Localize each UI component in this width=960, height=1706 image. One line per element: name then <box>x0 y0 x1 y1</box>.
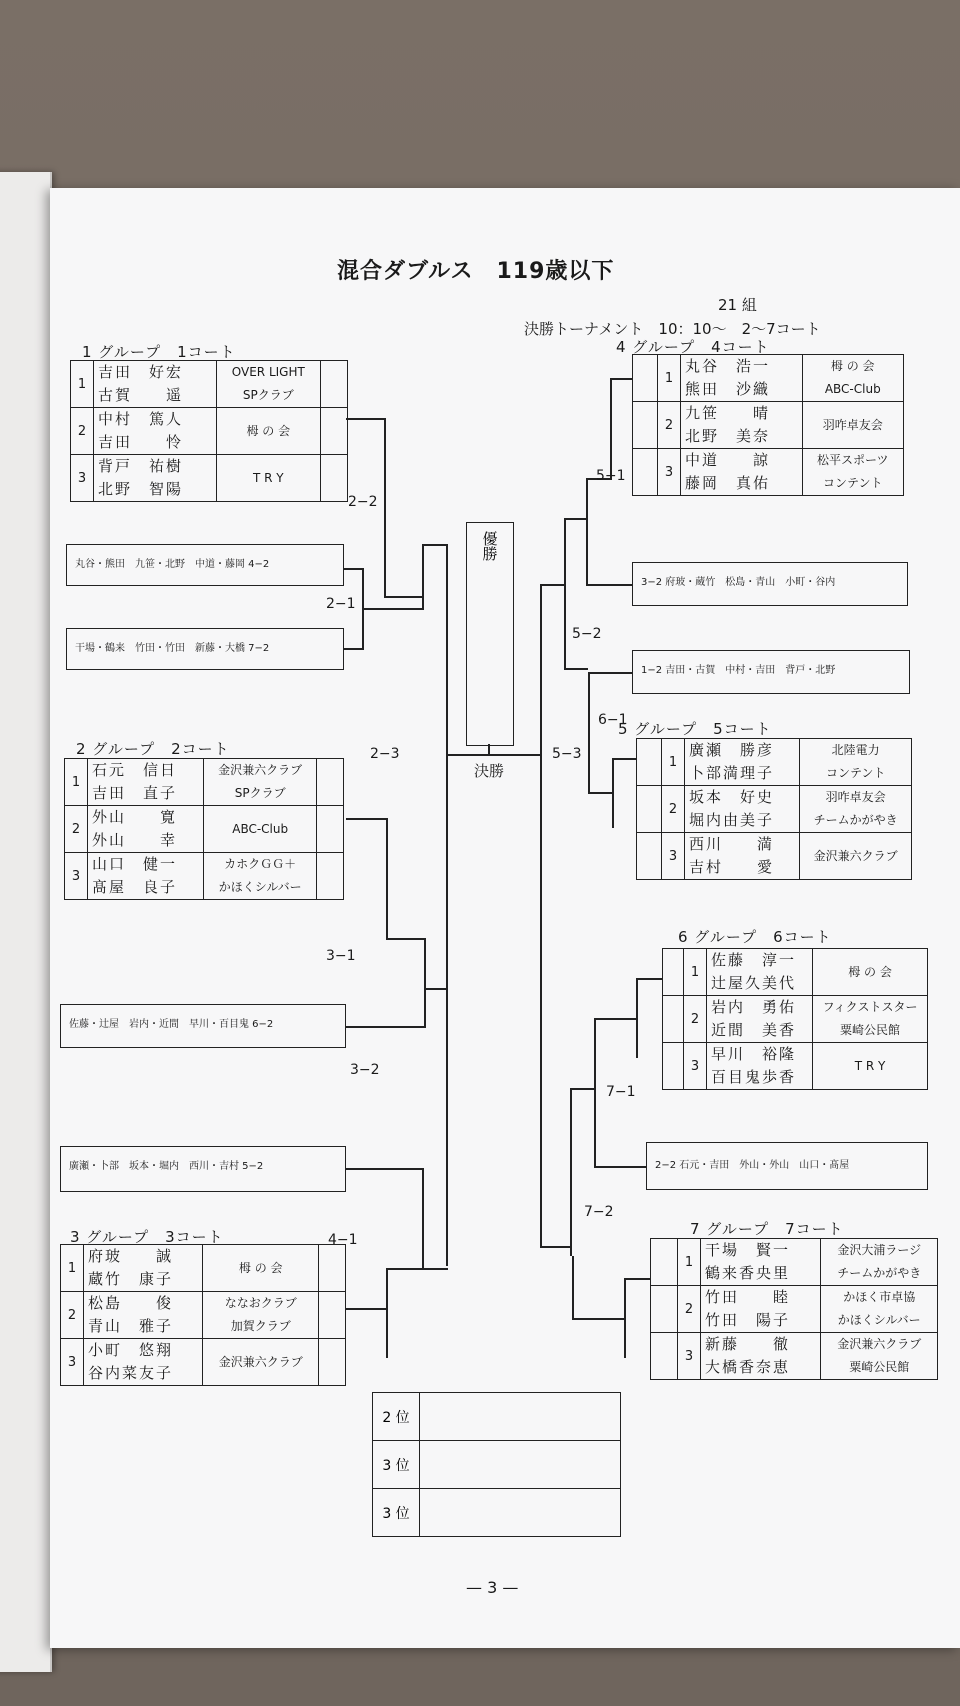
seed-number: 2 <box>662 786 685 833</box>
player-name: 北野 智陽 <box>98 480 184 498</box>
table-row <box>633 449 904 496</box>
club-name: 栂 の 会 <box>848 964 892 979</box>
winner-box <box>466 522 514 746</box>
seed-number: 2 <box>684 996 707 1043</box>
group-7-label: 7 グループ 7コート <box>690 1220 844 1238</box>
rank-value <box>420 1441 621 1489</box>
table-row <box>61 1292 346 1339</box>
table-row <box>373 1489 621 1537</box>
club-name: かほくシルバー <box>218 880 302 894</box>
table-row <box>633 355 904 402</box>
club-name: OVER LIGHT <box>231 365 305 379</box>
table-row <box>373 1393 621 1441</box>
rank-label: 3 位 <box>373 1441 420 1489</box>
player-name: 古賀 遥 <box>98 386 184 404</box>
group-4-table <box>632 354 904 496</box>
seed-number: 2 <box>71 408 94 455</box>
group-7-table <box>650 1238 938 1380</box>
seed-number: 3 <box>61 1339 84 1386</box>
seed-number: 3 <box>678 1333 701 1380</box>
table-row <box>637 739 912 786</box>
club-name: 栂 の 会 <box>238 1260 283 1275</box>
player-name: 藤岡 真佑 <box>685 474 771 492</box>
ref-pair-box: 廣瀬・卜部 坂本・堀内 西川・吉村 5−2 <box>60 1146 346 1192</box>
group-2-label: 2 グループ 2コート <box>76 740 230 758</box>
player-name: 岩内 勇佑 <box>711 998 797 1016</box>
club-name: チームかがやき <box>813 813 898 827</box>
player-name: 松島 俊 <box>88 1294 174 1312</box>
seed-number: 3 <box>684 1043 707 1090</box>
player-name: 堀内由美子 <box>689 811 775 829</box>
round-label: 2−3 <box>370 746 400 762</box>
table-row <box>663 1043 928 1090</box>
seed-number: 2 <box>678 1286 701 1333</box>
seed-number: 3 <box>65 853 88 900</box>
seed-number: 1 <box>684 949 707 996</box>
round-label: 2−2 <box>348 494 378 510</box>
ref-pair-box: 3−2 府玻・蔵竹 松島・青山 小町・谷内 <box>632 562 908 606</box>
table-row <box>663 949 928 996</box>
group-5-table <box>636 738 912 880</box>
player-name: 百目鬼歩香 <box>711 1068 797 1086</box>
group-6-table <box>662 948 928 1090</box>
player-name: 干場 賢一 <box>705 1241 791 1259</box>
player-name: 新藤 徹 <box>705 1335 791 1353</box>
seed-number: 1 <box>662 739 685 786</box>
player-name: 佐藤 淳一 <box>711 951 797 969</box>
group-1-table <box>70 360 348 502</box>
player-name: 辻屋久美代 <box>711 974 797 992</box>
table-row <box>637 786 912 833</box>
table-row <box>65 806 344 853</box>
player-name: 九笹 晴 <box>685 404 771 422</box>
seed-number: 1 <box>658 355 681 402</box>
club-name: 松平スポーツ <box>816 453 889 467</box>
seed-number: 1 <box>65 759 88 806</box>
club-name: SPクラブ <box>242 388 294 402</box>
round-label: 6−1 <box>598 712 628 728</box>
club-name: 金沢兼六クラブ <box>813 848 898 863</box>
table-row <box>61 1339 346 1386</box>
adjacent-page-edge <box>0 172 52 1672</box>
table-row <box>633 402 904 449</box>
player-name: 山口 健一 <box>92 855 178 873</box>
player-name: 廣瀬 勝彦 <box>689 741 775 759</box>
club-name: カホクＧＧ＋ <box>224 857 297 871</box>
player-name: 青山 雅子 <box>88 1317 174 1335</box>
club-name: 金沢兼六クラブ <box>218 763 303 777</box>
table-row <box>373 1441 621 1489</box>
bracket-sheet <box>50 188 960 1648</box>
player-name: 熊田 沙織 <box>685 380 771 398</box>
player-name: 背戸 祐樹 <box>98 457 184 475</box>
player-name: 吉田 直子 <box>92 784 178 802</box>
player-name: 近間 美香 <box>711 1021 797 1039</box>
club-name: T R Y <box>252 470 284 485</box>
club-name: チームかがやき <box>837 1266 922 1280</box>
club-name: コンテント <box>823 476 883 490</box>
club-name: T R Y <box>854 1058 886 1073</box>
club-name: 栂 の 会 <box>246 423 291 438</box>
round-label: 5−2 <box>572 626 602 642</box>
player-name: 丸谷 浩一 <box>685 357 771 375</box>
club-name: 粟崎公民館 <box>840 1023 901 1037</box>
table-row <box>71 361 348 408</box>
winner-label: 優勝 <box>480 531 499 561</box>
club-name: 加賀クラブ <box>230 1319 291 1333</box>
ref-pair-box: 佐藤・辻屋 岩内・近間 早川・百目鬼 6−2 <box>60 1004 346 1048</box>
group-number: 21 組 <box>718 296 757 314</box>
table-row <box>651 1286 938 1333</box>
club-name: 金沢兼六クラブ <box>218 1354 303 1369</box>
player-name: 外山 幸 <box>92 831 178 849</box>
club-name: ABC-Club <box>824 382 881 396</box>
winner-connector <box>488 744 490 756</box>
rank-label: 3 位 <box>373 1489 420 1537</box>
player-name: 坂本 好史 <box>689 788 775 806</box>
rank-value <box>420 1393 621 1441</box>
ref-pair-box: 干場・鶴来 竹田・竹田 新藤・大橋 7−2 <box>66 628 344 670</box>
group-6-label: 6 グループ 6コート <box>678 928 832 946</box>
seed-number: 1 <box>71 361 94 408</box>
table-row <box>61 1245 346 1292</box>
final-label: 決勝 <box>474 762 505 780</box>
rank-label: 2 位 <box>373 1393 420 1441</box>
club-name: コンテント <box>825 766 886 780</box>
table-row <box>65 853 344 900</box>
seed-number: 3 <box>658 449 681 496</box>
group-1-label: 1 グループ 1コート <box>82 343 236 361</box>
club-name: 金沢兼六クラブ <box>837 1337 922 1351</box>
player-name: 外山 寛 <box>92 808 178 826</box>
club-name: かほくシルバー <box>837 1313 921 1327</box>
rank-value <box>420 1489 621 1537</box>
club-name: フィクストスター <box>822 1000 918 1014</box>
player-name: 鶴来香央里 <box>705 1264 791 1282</box>
player-name: 早川 裕隆 <box>711 1045 797 1063</box>
round-label: 3−2 <box>350 1062 380 1078</box>
club-name: 北陸電力 <box>831 743 880 757</box>
player-name: 竹田 陽子 <box>705 1311 791 1329</box>
player-name: 吉田 好宏 <box>98 363 184 381</box>
player-name: 吉村 愛 <box>689 858 775 876</box>
club-name: SPクラブ <box>234 786 286 800</box>
table-row <box>637 833 912 880</box>
table-row <box>71 408 348 455</box>
group-3-label: 3 グループ 3コート <box>70 1228 224 1246</box>
round-label: 7−2 <box>584 1204 614 1220</box>
ref-pair-box: 丸谷・熊田 九笹・北野 中道・藤岡 4−2 <box>66 544 344 586</box>
player-name: 中道 諒 <box>685 451 771 469</box>
club-name: 栂 の 会 <box>830 359 875 373</box>
ranking-table <box>372 1392 621 1537</box>
schedule-text: 決勝トーナメント 10：10～ 2～7コート <box>524 320 821 338</box>
club-name: 粟崎公民館 <box>849 1360 910 1374</box>
player-name: 吉田 怜 <box>98 433 184 451</box>
table-row <box>65 759 344 806</box>
seed-number: 3 <box>662 833 685 880</box>
player-name: 蔵竹 康子 <box>88 1270 174 1288</box>
page-number: — 3 — <box>466 1578 519 1597</box>
seed-number: 2 <box>61 1292 84 1339</box>
player-name: 府玻 誠 <box>88 1247 174 1265</box>
club-name: かほく市卓協 <box>843 1290 916 1304</box>
round-label: 7−1 <box>606 1084 636 1100</box>
player-name: 小町 悠翔 <box>88 1341 174 1359</box>
round-label: 5−1 <box>596 468 626 484</box>
seed-number: 2 <box>658 402 681 449</box>
player-name: 西川 満 <box>689 835 775 853</box>
group-4-label: 4 グループ 4コート <box>616 338 770 356</box>
round-label: 4−1 <box>328 1232 358 1248</box>
club-name: ななおクラブ <box>224 1296 297 1310</box>
table-row <box>663 996 928 1043</box>
player-name: 谷内菜友子 <box>88 1364 174 1382</box>
seed-number: 1 <box>61 1245 84 1292</box>
ref-pair-box: 2−2 石元・吉田 外山・外山 山口・髙屋 <box>646 1142 928 1190</box>
seed-number: 2 <box>65 806 88 853</box>
group-3-table <box>60 1244 346 1386</box>
table-row <box>651 1239 938 1286</box>
round-label: 3−1 <box>326 948 356 964</box>
player-name: 大橋香奈恵 <box>705 1358 791 1376</box>
round-label: 5−3 <box>552 746 582 762</box>
seed-number: 3 <box>71 455 94 502</box>
table-row <box>651 1333 938 1380</box>
club-name: 金沢大浦ラージ <box>837 1243 922 1257</box>
player-name: 竹田 睦 <box>705 1288 791 1306</box>
club-name: 羽咋卓友会 <box>825 790 886 804</box>
player-name: 卜部満理子 <box>689 764 775 782</box>
seed-number: 1 <box>678 1239 701 1286</box>
club-name: ABC-Club <box>232 821 289 836</box>
player-name: 石元 信日 <box>92 761 178 779</box>
group-5-label: 5 グループ 5コート <box>618 720 772 738</box>
group-2-table <box>64 758 344 900</box>
club-name: 羽咋卓友会 <box>822 417 883 432</box>
player-name: 中村 篤人 <box>98 410 184 428</box>
page-title: 混合ダブルス 119歳以下 <box>337 259 615 284</box>
ref-pair-box: 1−2 吉田・古賀 中村・吉田 背戸・北野 <box>632 650 910 694</box>
player-name: 北野 美奈 <box>685 427 771 445</box>
round-label: 2−1 <box>326 596 356 612</box>
player-name: 髙屋 良子 <box>92 878 178 896</box>
table-row <box>71 455 348 502</box>
